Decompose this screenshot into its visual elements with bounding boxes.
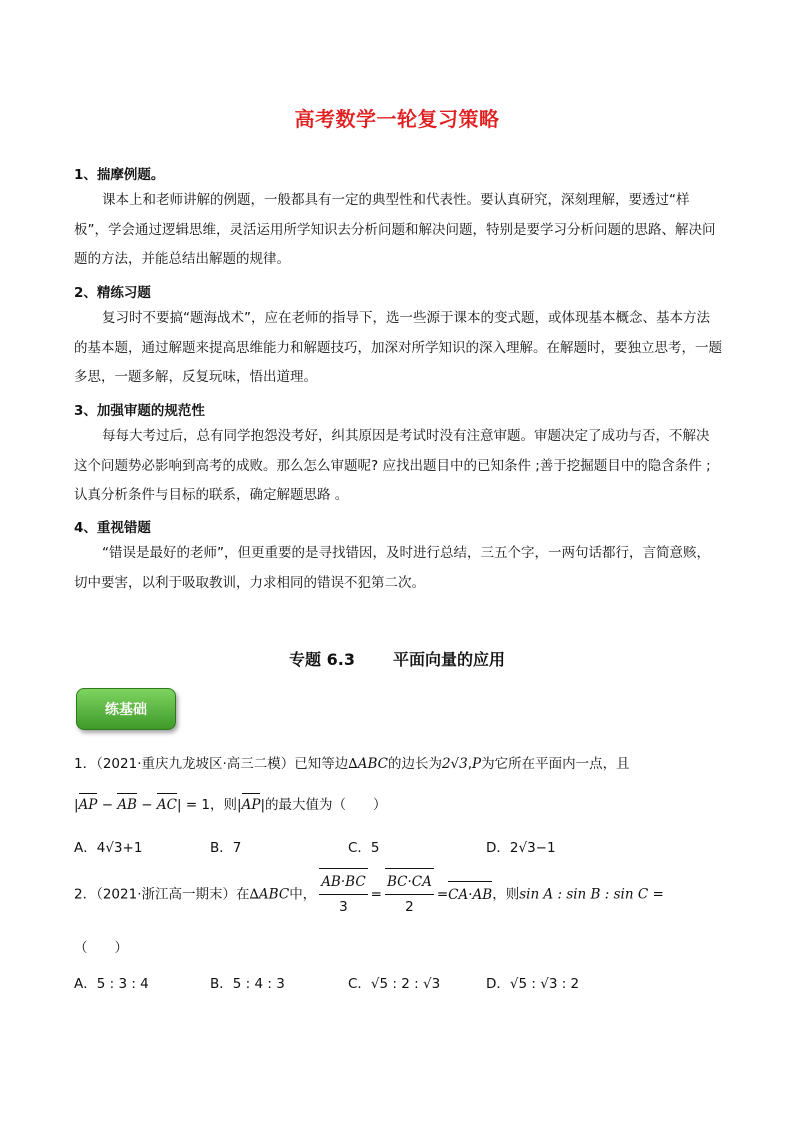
vector-ap-2: AP xyxy=(241,797,261,813)
q2-option-d: D．√5 : √3 : 2 xyxy=(486,976,580,992)
section-body-1: 课本上和老师讲解的例题，一般都具有一定的典型性和代表性。要认真研究，深刻理解，要透过“样板”，学会通过逻辑思维，灵活运用所学知识去分析问题和解决问题，特别是要学习分析问题的思路、解决问题的方法，并能总结出解题的规律。 xyxy=(74,192,716,267)
q1-abs-open: | xyxy=(74,797,79,813)
q2-option-b: B．5 : 4 : 3 xyxy=(210,976,285,992)
q2-dot-product: CA·AB xyxy=(448,886,493,903)
question-1-line-2 xyxy=(74,793,387,813)
q1-option-d: D．2√3−1 xyxy=(486,840,556,856)
section-heading-2: 2、精练习题 xyxy=(74,285,151,301)
q2-zhong: 中， xyxy=(289,886,317,903)
q1-option-b: B．7 xyxy=(210,840,242,856)
q2-option-c: C．√5 : 2 : √3 xyxy=(348,976,441,992)
vector-ab: AB xyxy=(117,797,137,813)
q1-minus-2: − xyxy=(136,797,157,813)
question-2-line-1: 2．（2021·浙江高一期末）在∆ABC中， $\frac{AB\cdot BC}{3}$ = $\frac{BC\cdot CA}{2}$ =CA·AB，则sin A : sin B : sin C = xyxy=(74,874,664,915)
q1-condition-end: | = 1 xyxy=(176,797,211,813)
q2-fraction-1-numerator: AB·BC xyxy=(319,872,367,895)
q2-fraction-2-numerator: BC·CA xyxy=(385,872,434,895)
section-heading-1: 1、揣摩例题。 xyxy=(74,167,165,183)
q1-option-a: A．4√3+1 xyxy=(74,840,143,856)
q2-answer-paren: （ ） xyxy=(74,940,128,956)
q2-fraction-2-denominator: 2 xyxy=(405,899,414,915)
section-body-3: 每每大考过后，总有同学抱怨没考好，纠其原因是考试时没有注意审题。审题决定了成功与否，不解决这个问题势必影响到高考的成败。那么怎么审题呢? 应找出题目中的已知条件 ;善于挖掘题目中的隐含条件 ;认真分析条件与目标的联系，确定解题思路 。 xyxy=(74,428,711,503)
q2-then: ，则 xyxy=(492,886,520,903)
q1-triangle: ∆ABC xyxy=(348,756,388,772)
q1-then: ，则| xyxy=(210,797,242,813)
section-body-4: “错误是最好的老师”，但更重要的是寻找错因，及时进行总结，三五个字，一两句话都行，言简意赅，切中要害，以利于吸取教训，力求相同的错误不犯第二次。 xyxy=(74,545,710,591)
q1-option-c: C．5 xyxy=(348,840,380,856)
practice-basics-button[interactable]: 练基础 xyxy=(76,688,176,730)
q2-fraction-2 xyxy=(385,872,434,917)
section-heading-4: 4、重视错题 xyxy=(74,520,151,536)
q1-suffix: 为它所在平面内一点，且 xyxy=(481,756,630,772)
q2-option-a: A．5 : 3 : 4 xyxy=(74,976,149,992)
q2-sine-ratio: sin A : sin B : sin C = xyxy=(519,886,664,903)
q1-separator: , xyxy=(467,756,473,772)
question-1-line-1 xyxy=(74,752,630,772)
section-heading-3: 3、加强审题的规范性 xyxy=(74,403,205,419)
q2-fraction-1 xyxy=(319,872,367,917)
q2-triangle: ∆ABC xyxy=(249,886,290,903)
section-body-2: 复习时不要搞“题海战术”，应在老师的指导下，选一些源于课本的变式题，或体现基本概念、基本方法的基本题，通过解题来提高思维能力和解题技巧，加深对所学知识的深入理解。在解题时，要独立思考，一题多思，一题多解，反复玩味，悟出道理。 xyxy=(74,310,722,385)
q2-prefix: 2．（2021·浙江高一期末）在 xyxy=(74,886,250,903)
q1-prefix: 1．（2021·重庆九龙坡区·高三二模）已知等边 xyxy=(74,756,349,772)
chapter-label: 专题 6.3 xyxy=(289,650,355,669)
page-title: 高考数学一轮复习策略 xyxy=(294,107,500,131)
q1-side-length: 2√3 xyxy=(441,756,468,772)
vector-ac: AC xyxy=(156,797,177,813)
chapter-heading xyxy=(0,647,794,670)
q2-fraction-1-denominator: 3 xyxy=(339,899,348,915)
chapter-name: 平面向量的应用 xyxy=(392,650,505,669)
q1-mid: 的边长为 xyxy=(387,756,442,772)
q1-minus-1: − xyxy=(97,797,118,813)
q1-question: |的最大值为（ ） xyxy=(260,797,387,813)
q1-point: P xyxy=(472,756,482,772)
vector-ap: AP xyxy=(78,797,98,813)
